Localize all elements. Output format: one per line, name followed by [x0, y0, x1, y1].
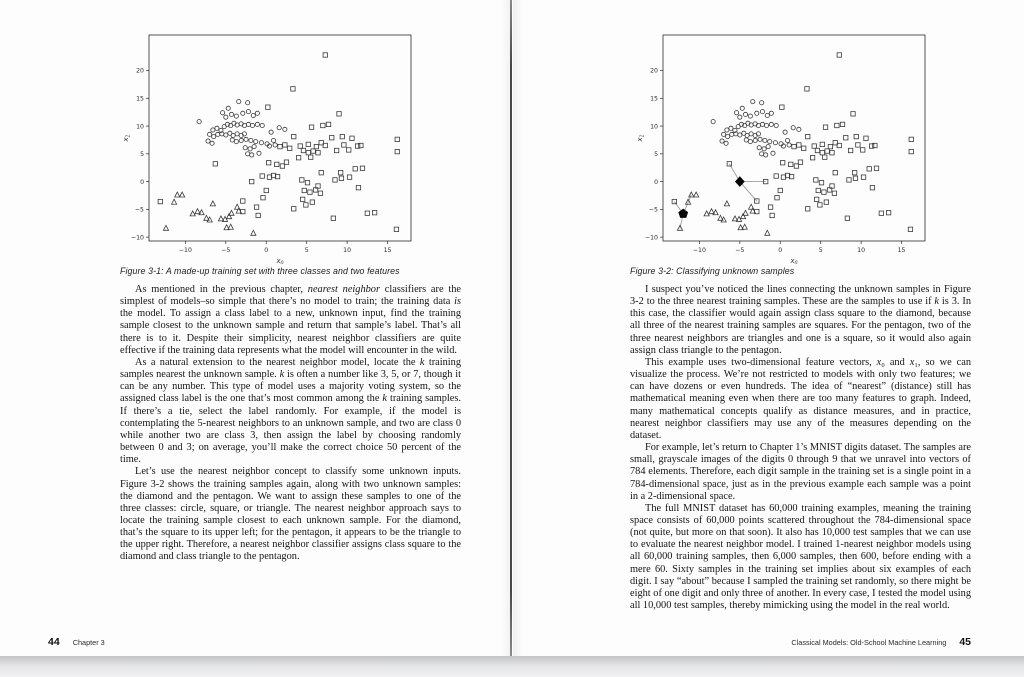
- svg-text:5: 5: [140, 151, 144, 159]
- svg-text:20: 20: [136, 67, 144, 75]
- svg-text:x1: $x_1$: [122, 134, 132, 142]
- page-number: 45: [959, 636, 971, 648]
- paragraph: This example uses two-dimensional feature vectors, x₀ and x₁, so we can visualize the process. We’re not restricted to models with only two features; we can have dozens or even hundreds. The idea of “nearest” (distance) still has mathematical meaning even when there are too many features to graph. Indeed, many mathematical concepts qualify as distance measures, and in practice, nearest neighbor classifiers may use any of the measures depending on the dataset.: [630, 356, 972, 441]
- svg-text:10: 10: [136, 123, 144, 131]
- svg-text:x0: $x_0$: [790, 257, 798, 264]
- svg-text:−10: −10: [644, 234, 658, 242]
- page-gutter-divider: [510, 0, 512, 656]
- figure-3-2-scatter-plot: [635, 26, 935, 264]
- footer-right: [630, 636, 971, 648]
- svg-text:15: 15: [136, 95, 144, 103]
- svg-text:10: 10: [857, 247, 866, 254]
- page-left: [0, 0, 511, 656]
- paragraph: I suspect you’ve noticed the lines connecting the unknown samples in Figure 3-2 to the three nearest training samples. These are the samples to use if k is 3. In this case, the classifier would again assign class square to the diamond, because all three of the nearest training samples are squares. For the pentagon, two of the three nearest neighbors are triangles and one is a square, so it would also again assign class triangle to the pentagon.: [630, 284, 972, 356]
- svg-text:15: 15: [897, 247, 906, 254]
- svg-text:−10: −10: [692, 247, 706, 254]
- svg-text:0: 0: [778, 247, 783, 254]
- svg-text:0: 0: [264, 247, 269, 254]
- footer-chapter-label: Chapter 3: [72, 638, 105, 647]
- svg-text:15: 15: [383, 247, 392, 254]
- figure-3-1-caption: Figure 3-1: A made-up training set with three classes and two features: [120, 266, 400, 276]
- page-right: [513, 0, 1024, 656]
- svg-text:−5: −5: [134, 206, 144, 214]
- body-text-left: [120, 284, 461, 564]
- desk-background-strip: [0, 656, 1024, 677]
- svg-text:15: 15: [650, 95, 658, 103]
- paragraph: Let’s use the nearest neighbor concept to classify some unknown inputs. Figure 3-2 shows the training samples again, along with two unknown samples: the diamond and the pentagon. We want to assign these samples to one of the three classes: circle, square, or triangle. The nearest neighbor approach says to locate the training sample closest to each unknown sample. For the diamond, that’s the square to its upper left; for the pentagon, it appears to be the triangle to the upper right. Therefore, a nearest neighbor classifier assigns class square to the diamond and class triangle to the pentagon.: [120, 466, 461, 563]
- svg-text:0: 0: [140, 178, 144, 186]
- svg-text:−5: −5: [221, 247, 231, 254]
- figure-3-1-scatter-plot: [121, 26, 421, 264]
- svg-text:20: 20: [650, 67, 658, 75]
- page-number: 44: [48, 636, 60, 648]
- svg-text:−10: −10: [130, 234, 144, 242]
- svg-text:10: 10: [343, 247, 352, 254]
- svg-text:5: 5: [654, 151, 658, 159]
- svg-text:x0: $x_0$: [276, 257, 284, 264]
- svg-text:5: 5: [818, 247, 823, 254]
- svg-text:−10: −10: [178, 247, 192, 254]
- svg-text:−5: −5: [648, 206, 658, 214]
- svg-text:−5: −5: [735, 247, 745, 254]
- svg-text:5: 5: [304, 247, 309, 254]
- paragraph: For example, let’s return to Chapter 1’s MNIST digits dataset. The samples are small, grayscale images of the digits 0 through 9 that we unravel into vectors of 784 elements. Therefore, each digit sample in the training set is a single point in a 784-dimensional space, just as in the previous example each sample was a point in a 2-dimensional space.: [630, 442, 971, 502]
- gutter-shadow: [513, 0, 523, 656]
- paragraph: The full MNIST dataset has 60,000 training examples, meaning the training space consists of 60,000 points scattered throughout the 784-dimensional space (not quite, but more on that soon). It also has 10,000 test samples that we can use to evaluate the nearest neighbor model. I trained 1-nearest neighbor models using all 60,000 training samples, then 6,000 samples, then 600, before ending with a mere 60. Sixty samples in the training set implies about six examples of each digit. I say “about” because I sampled the training set randomly, so there might be eight of one digit and only three of another. In every case, I tested the model using all 10,000 test samples, thereby mimicking using the model in the real world.: [630, 502, 971, 612]
- svg-text:10: 10: [650, 123, 658, 131]
- figure-3-2-caption: Figure 3-2: Classifying unknown samples: [630, 266, 795, 276]
- svg-text:x1: $x_1$: [636, 134, 646, 142]
- body-text-right: [630, 284, 971, 612]
- footer-left: [48, 636, 105, 648]
- svg-text:0: 0: [654, 178, 658, 186]
- paragraph: As mentioned in the previous chapter, nearest neighbor classifiers are the simplest of models–so simple that there’s no model to train; the training data is the model. To assign a class label to a new, unknown input, find the training sample closest to the unknown sample and return that sample’s label. That’s all there is to it. Despite their simplicity, nearest neighbor classifiers are quite effective if the training data represents what the model will encounter in the wild.: [120, 284, 461, 356]
- footer-book-section-label: Classical Models: Old-School Machine Learning: [791, 638, 947, 647]
- paragraph: As a natural extension to the nearest neighbor model, locate the k training samples nearest the unknown sample. k is often a number like 3, 5, or 7, though it can be any number. This type of model uses a majority voting system, so the assigned class label is the one that’s most common among the k training samples. If there’s a tie, select the label randomly. For example, if the model is contemplating the 5-nearest neighbors to an unknown sample, and two are class 0 while another two are class 3, then assign the label by choosing randomly between 0 and 3; on average, you’ll make the correct choice 50 percent of the time.: [120, 356, 461, 466]
